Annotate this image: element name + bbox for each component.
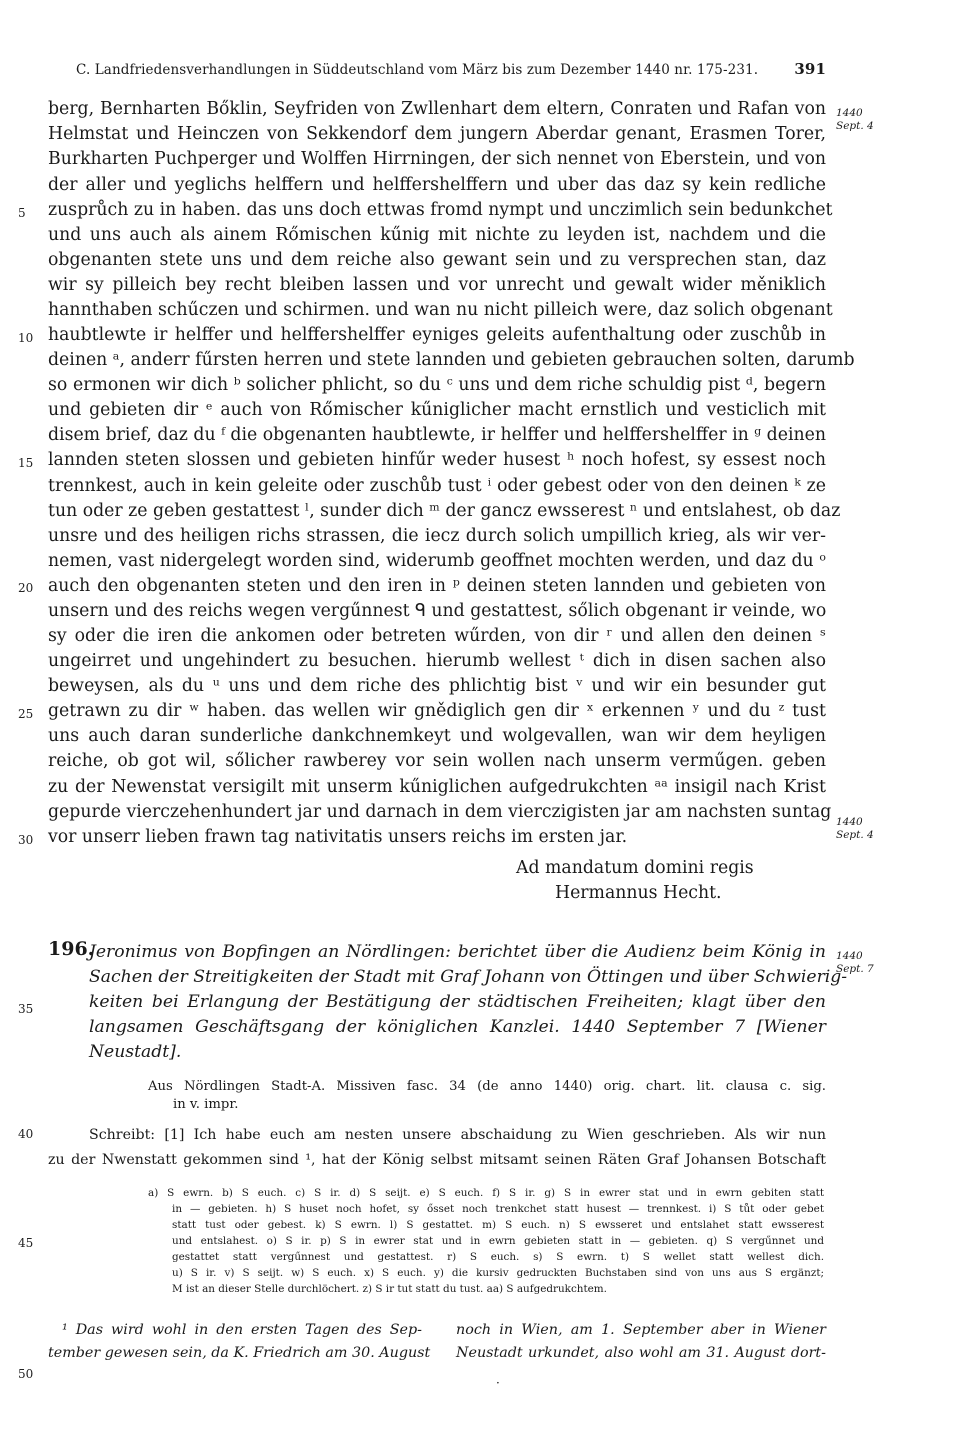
text-line: reiche, ob got wil, sőlicher rawberey vor sein wollen nach unserm verműgen. geben [48, 751, 826, 771]
margin-day: Sept. 4 [836, 120, 874, 132]
document-number [48, 938, 95, 960]
source-line: Aus Nördlingen Stadt-A. Missiven fasc. 34 (de anno 1440) orig. chart. lit. clausa c. sig. [148, 1079, 826, 1094]
text-line: uns auch daran sunderliche dankchnemkeyt und wolgevallen, wan wir dem heyligen [48, 726, 826, 746]
regest-line: langsamen Geschäftsgang der königlichen Kanzlei. 1440 September 7 [Wiener [89, 1017, 826, 1037]
apparatus-line: und entslahest. o) S ir. p) S in ewrer stat und in ewrn gebieten statt in — gebieten. q) S vergűnnet und [172, 1235, 824, 1247]
regest-line: Neustadt]. [89, 1042, 182, 1062]
text-line: trennkest, auch in kein geleite oder zuschůb tust ⁱ oder gebest oder von den deinen ᵏ ze [48, 476, 826, 496]
text-paragraph-line: zu der Nwenstatt gekommen sind ¹, hat der König selbst mitsamt seinen Räten Graf Johansen Botschaft [48, 1152, 826, 1168]
running-header [76, 62, 826, 78]
text-line: getrawn zu dir ʷ haben. das wellen wir gnědiglich gen dir ˣ erkennen ʸ und du ᶻ tust [48, 701, 826, 721]
text-line: Helmstat und Heinczen von Sekkendorf dem jungern Aberdar genant, Erasmen Torer, [48, 124, 826, 144]
line-number: 5 [18, 206, 26, 220]
signature-mandate: Ad mandatum domini regis [516, 858, 754, 878]
text-line: beweysen, als du ᵘ uns und dem riche des phlichtig bist ᵛ und wir ein besunder gut [48, 676, 826, 696]
footnote-line: noch in Wien, am 1. September aber in Wiener [456, 1322, 826, 1338]
text-line: hannthaben schűczen und schirmen. und wan nu nicht pilleich were, daz solich obgenant [48, 300, 833, 320]
apparatus-line: in — gebieten. h) S huset noch hofet, sy ősset noch trenkchet statt husest — trennkest. i) S tůt oder gebet [172, 1203, 824, 1215]
text-line: tun oder ze geben gestattest ˡ, sunder dich ᵐ der gancz ewsserest ⁿ und entslahest, ob daz [48, 501, 841, 521]
text-line: vor unserr lieben frawn tag nativitatis unsers reichs im ersten jar. [48, 827, 628, 847]
apparatus-line: gestattet statt vergűnnest und gestattest. r) S euch. s) S ewrn. t) S wellet statt wellest dich. [172, 1251, 824, 1263]
regest-number: 196. [48, 938, 95, 960]
line-number: 20 [18, 581, 34, 595]
text-line: zu der Newenstat versigilt mit unserm kűniglichen aufgedrukchten ᵃᵃ insigil nach Krist [48, 777, 826, 797]
line-number: 15 [18, 456, 34, 470]
line-number: 40 [18, 1127, 34, 1141]
text-line: zusprůch zu in haben. das uns doch ettwas fromd nympt und unczimlich sein bedunkchet [48, 200, 833, 220]
line-number: 50 [18, 1367, 34, 1381]
text-line: unsre und des heiligen richs strassen, die iecz durch solich umpillich krieg, als wir ver- [48, 526, 826, 546]
margin-date-bottom [836, 816, 874, 842]
apparatus-line: u) S ir. v) S seijt. w) S euch. x) S euch. y) die kursiv gedruckten Buchstaben sind von uns aus S ergänzt; [172, 1267, 824, 1279]
apparatus-line: M ist an dieser Stelle durchlöchert. z) S ir tut statt du tust. aa) S aufgedrukchtem. [172, 1283, 607, 1295]
text-line: der aller und yeglichs helffern und helffershelffern und uber das daz sy kein redliche [48, 175, 826, 195]
line-number: 45 [18, 1236, 34, 1250]
signature-name: Hermannus Hecht. [555, 883, 722, 903]
text-line: Burkharten Puchperger und Wolffen Hirrningen, der sich nennet von Eberstein, und von [48, 149, 826, 169]
line-number: 10 [18, 331, 34, 345]
text-line: unsern und des reichs wegen vergűnnest ᑫ und gestattest, sőlich obgenant ir veinde, wo [48, 601, 827, 621]
regest-line: keiten bei Erlangung der Bestätigung der städtischen Freiheiten; klagt über den [89, 992, 826, 1012]
text-line: haubtlewte ir helffer und helffershelffer eyniges geleits aufenthaltung oder zuschůb in [48, 325, 826, 345]
margin-day: Sept. 7 [836, 963, 874, 975]
margin-year: 1440 [836, 816, 863, 828]
text-line: disem brief, daz du ᶠ die obgenanten haubtlewte, ir helffer und helffershelffer in ᵍ deinen [48, 425, 826, 445]
footnote-line: ¹ Das wird wohl in den ersten Tagen des Sep- [62, 1322, 422, 1338]
text-line: deinen ᵃ, anderr fűrsten herren und stete lannden und gebieten gebrauchen solten, darumb [48, 350, 855, 370]
text-line: wir sy pilleich bey recht bleiben lassen und vor unrecht und gewalt wider měniklich [48, 275, 826, 295]
text-line: ungeirret und ungehindert zu besuchen. hierumb wellest ᵗ dich in disen sachen also [48, 651, 826, 671]
text-line: lannden steten slossen und gebieten hinfűr weder husest ʰ noch hofest, sy essest noch [48, 450, 826, 470]
apparatus-line: a) S ewrn. b) S euch. c) S ir. d) S seijt. e) S euch. f) S ir. g) S in ewrer stat und in ewrn gebiten statt [148, 1187, 824, 1199]
text-paragraph-line: Schreibt: [1] Ich habe euch am nesten unsere abschaidung zu Wien geschrieben. Als wir nun [89, 1127, 826, 1143]
page-mark: · [496, 1376, 500, 1390]
line-number: 25 [18, 707, 34, 721]
text-line: so ermonen wir dich ᵇ solicher phlicht, so du ᶜ uns und dem riche schuldig pist ᵈ, begern [48, 375, 826, 395]
text-line: auch den obgenanten steten und den iren in ᵖ deinen steten lannden und gebieten von [48, 576, 826, 596]
text-line: nemen, vast nidergelegt worden sind, widerumb geoffnet mochten werden, und daz du ᵒ [48, 551, 826, 571]
margin-year: 1440 [836, 950, 863, 962]
line-number: 35 [18, 1002, 34, 1016]
page-number: 391 [794, 60, 826, 78]
text-line: berg, Bernharten Bőklin, Seyfriden von Zwllenhart dem eltern, Conraten und Rafan von [48, 99, 826, 119]
running-title: C. Landfriedensverhandlungen in Süddeutschland vom März bis zum Dezember 1440 nr. 175-231. [76, 62, 759, 78]
source-line: in v. impr. [173, 1097, 239, 1112]
margin-year: 1440 [836, 107, 863, 119]
text-line: sy oder die iren die ankomen oder betreten wűrden, von dir ʳ und allen den deinen ˢ [48, 626, 826, 646]
margin-date-top [836, 107, 874, 133]
text-line: obgenanten stete uns und dem reiche also gewant sein und zu versprechen stan, daz [48, 250, 826, 270]
text-line: gepurde vierczehenhundert jar und darnach in dem vierczigisten jar am nachsten suntag [48, 802, 832, 822]
footnote-line: Neustadt urkundet, also wohl am 31. August dort- [456, 1345, 826, 1361]
line-number: 30 [18, 833, 34, 847]
regest-line: Jeronimus von Bopfingen an Nördlingen: berichtet über die Audienz beim König in [89, 942, 826, 962]
apparatus-line: statt tust oder gebest. k) S ewrn. l) S gestattet. m) S euch. n) S ewsseret und entslahet statt ewsserest [172, 1219, 824, 1231]
text-line: und uns auch als ainem Rőmischen kűnig mit nichte zu leyden ist, nachdem und die [48, 225, 826, 245]
regest-line: Sachen der Streitigkeiten der Stadt mit Graf Johann von Öttingen und über Schwierig- [89, 967, 848, 987]
text-line: und gebieten dir ᵉ auch von Rőmischer kűniglicher macht ernstlich und vesticlich mit [48, 400, 826, 420]
footnote-line: tember gewesen sein, da K. Friedrich am 30. August [48, 1345, 431, 1361]
margin-day: Sept. 4 [836, 829, 874, 841]
